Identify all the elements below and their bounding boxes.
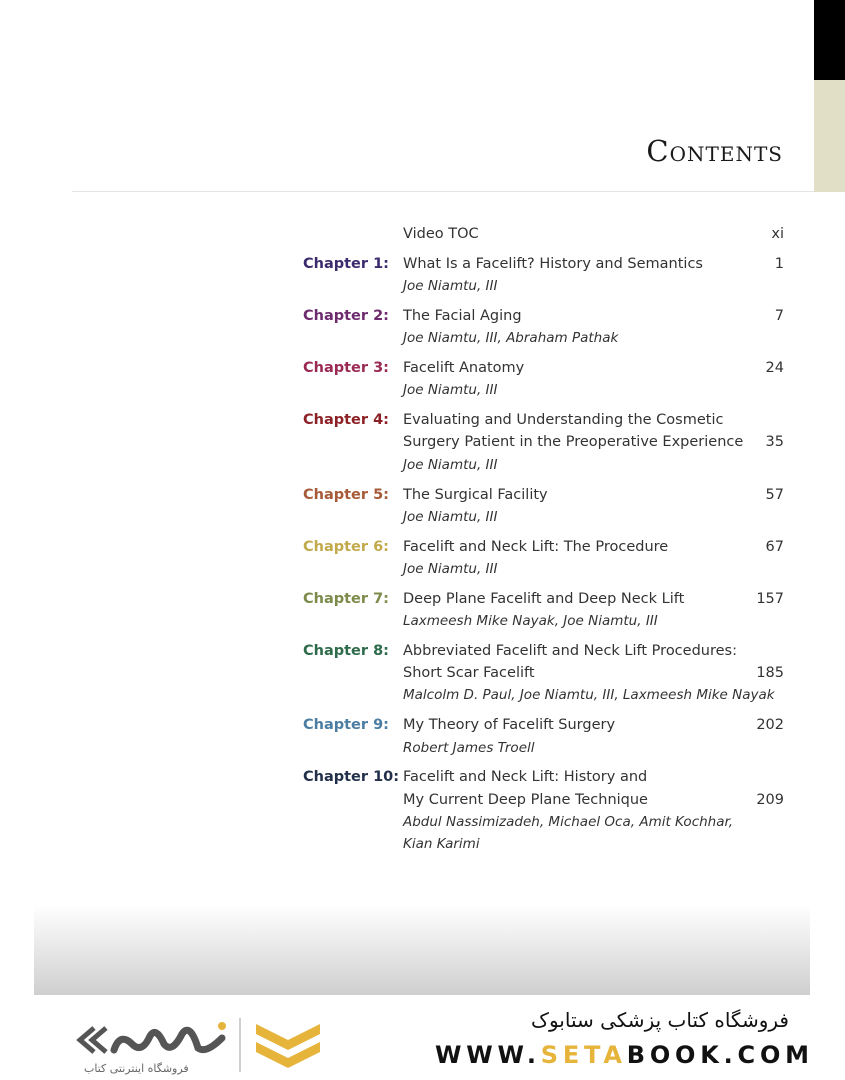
store-url[interactable]	[435, 1041, 814, 1069]
page-number[interactable]: 1	[774, 255, 784, 272]
page-number[interactable]: 157	[756, 590, 784, 607]
page-number[interactable]: 24	[765, 360, 784, 376]
page-title: Contents	[646, 134, 783, 168]
chapter-label: Chapter 10:	[303, 769, 400, 786]
page-number[interactable]: 185	[756, 665, 784, 682]
chapter-title[interactable]: Facelift and Neck Lift: The Procedure	[403, 538, 669, 555]
chapter-label: Chapter 8:	[303, 642, 389, 659]
edge-tab-black	[814, 0, 845, 80]
url-suffix: BOOK.COM	[626, 1041, 814, 1069]
page-number[interactable]: 7	[774, 307, 784, 324]
chapter-authors: Joe Niamtu, III	[403, 456, 498, 473]
page-number[interactable]: 202	[756, 717, 784, 734]
edge-tab-beige	[814, 80, 845, 192]
chapter-authors: Abdul Nassimizadeh, Michael Oca, Amit Kochhar,	[403, 813, 734, 830]
chapter-title[interactable]: Facelift Anatomy	[403, 360, 525, 376]
url-highlight: SETA	[540, 1041, 627, 1069]
chapter-title[interactable]: What Is a Facelift? History and Semantics	[403, 255, 703, 272]
chapter-authors: Joe Niamtu, III	[403, 278, 498, 295]
page-number[interactable]: 35	[765, 434, 784, 451]
chapter-title[interactable]: Abbreviated Facelift and Neck Lift Procedures:	[403, 642, 737, 659]
chapter-title[interactable]: Facelift and Neck Lift: History and	[403, 769, 648, 786]
chapter-title[interactable]: Evaluating and Understanding the Cosmetic	[403, 412, 724, 429]
chapter-label: Chapter 4:	[303, 412, 389, 429]
logo-caption: فروشگاه اینترنتی کتاب	[84, 1062, 189, 1075]
chapter-label: Chapter 5:	[303, 486, 389, 503]
chapter-label: Chapter 3:	[303, 360, 389, 376]
setabook-logo	[72, 1014, 332, 1076]
chapter-label: Chapter 9:	[303, 717, 389, 734]
page-number[interactable]: 67	[765, 538, 784, 555]
chapter-title[interactable]: My Theory of Facelift Surgery	[403, 717, 616, 734]
chapter-title[interactable]: The Facial Aging	[403, 307, 522, 324]
chapter-title[interactable]: Surgery Patient in the Preoperative Experience	[403, 434, 744, 451]
page-bottom-shadow	[34, 905, 810, 995]
page-number[interactable]: 209	[756, 791, 784, 808]
chapter-title[interactable]: The Surgical Facility	[403, 486, 548, 503]
page-number[interactable]: xi	[771, 226, 784, 242]
chapter-authors: Kian Karimi	[403, 836, 480, 853]
chapter-authors: Malcolm D. Paul, Joe Niamtu, III, Laxmeesh Mike Nayak	[403, 687, 775, 704]
chapter-label: Chapter 6:	[303, 538, 389, 555]
chapter-authors: Joe Niamtu, III, Abraham Pathak	[403, 330, 619, 347]
heading-divider	[72, 191, 814, 192]
chapter-title[interactable]: Deep Plane Facelift and Deep Neck Lift	[403, 590, 685, 607]
url-prefix: WWW.	[435, 1041, 541, 1069]
chapter-title[interactable]: My Current Deep Plane Technique	[403, 791, 648, 808]
chapter-label: Chapter 1:	[303, 255, 389, 272]
chapter-authors: Joe Niamtu, III	[403, 508, 498, 525]
chapter-authors: Laxmeesh Mike Nayak, Joe Niamtu, III	[403, 613, 658, 629]
chapter-title[interactable]: Short Scar Facelift	[403, 665, 535, 682]
store-title: فروشگاه کتاب پزشکی ستابوک	[531, 1008, 789, 1032]
chapter-label: Chapter 7:	[303, 590, 389, 607]
page-number[interactable]: 57	[765, 486, 784, 503]
chapter-authors: Joe Niamtu, III	[403, 382, 498, 399]
chapter-authors: Robert James Troell	[403, 739, 535, 756]
chapter-authors: Joe Niamtu, III	[403, 560, 498, 577]
chapter-title[interactable]: Video TOC	[403, 226, 479, 242]
chapter-label: Chapter 2:	[303, 307, 389, 324]
